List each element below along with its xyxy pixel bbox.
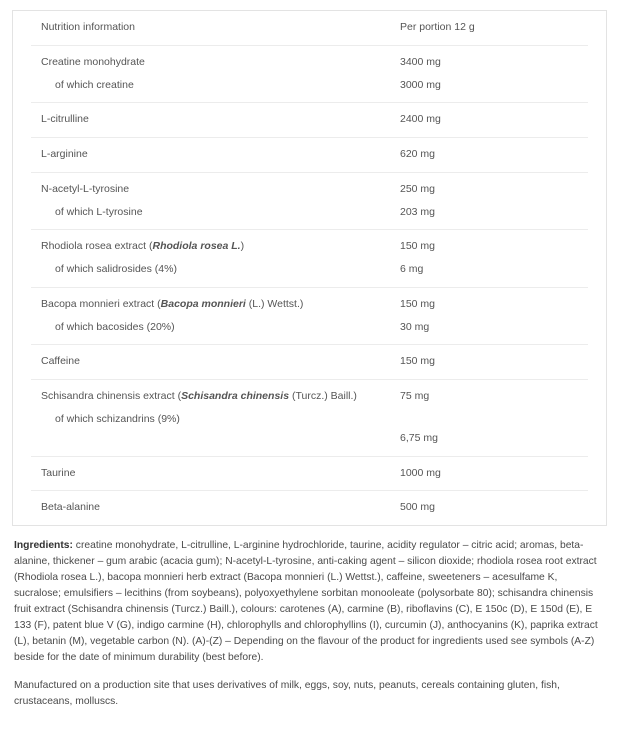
row-value-text: 150 mg — [400, 240, 436, 253]
ingredients-text: creatine monohydrate, L-citrulline, L-arginine hydrochloride, taurine, acidity regulator – citric acid; aromas, beta-alanine, thickener – gum arabic (acacia gum); N-acetyl-L-tyrosine, anti-caking agent – silicon dioxide; rhodiola rosea root extract (Rhodiola rosea L.), bacopa monnieri herb extract (Bacopa monnieri (L.) Wettst.), caffeine, sweeteners – acesulfame K, sucralose; emulsifiers – lecithins (from soybeans), polyoxyethylene sorbitan monooleate (polysorbate 80); schisandra chinensis fruit extract (Schisandra chinensis (Turcz.) Baill.), colours: carotenes (A), carmine (B), riboflavins (C), E 150c (D), E 150d (E), E 133 (F), patent blue V (G), indigo carmine (H), chlorophylls and chlorophyllins (I), curcumin (J), anthocyanins (K), paprika extract (L), betanin (M), vegetable carbon (N). (A)-(Z) – Depending on the flavour of the product for ingredients used see symbols (A-Z) beside for the date of minimum durability (best before). — [14, 540, 598, 663]
row-name: Taurine — [41, 466, 76, 479]
notes-section — [12, 538, 607, 710]
nutrition-panel — [12, 10, 607, 526]
row-subvalue-text: 203 mg — [400, 205, 436, 218]
row-name-text: N-acetyl-L-tyrosine — [41, 182, 130, 195]
row-subname-text: of which creatine — [55, 78, 134, 91]
table-row — [31, 230, 588, 288]
row-name: L-citrulline — [41, 113, 89, 126]
row-value — [388, 172, 588, 230]
table-row — [31, 172, 588, 230]
ingredients-label: Ingredients: — [14, 540, 73, 551]
table-row — [31, 456, 588, 491]
row-name — [31, 45, 388, 103]
header-portion: Per portion 12 g — [400, 21, 475, 33]
row-subvalue-text: 6 mg — [400, 263, 424, 275]
row-name-prefix: Bacopa monnieri extract ( — [41, 297, 161, 310]
row-value: 1000 mg — [400, 466, 441, 479]
table-row — [31, 138, 588, 173]
table-row — [31, 345, 588, 380]
allergen-paragraph: Manufactured on a production site that uses derivatives of milk, eggs, soy, nuts, peanuts, cereals containing gluten, fish, crustaceans, molluscs. — [14, 679, 560, 707]
row-name — [31, 380, 388, 457]
row-value-text: 150 mg — [400, 297, 436, 310]
row-subvalue-text: 6,75 mg — [400, 431, 438, 444]
table-header-row — [31, 11, 588, 45]
row-value-text: 250 mg — [400, 182, 436, 195]
row-value — [388, 230, 588, 288]
row-name: Beta-alanine — [41, 501, 100, 514]
row-name — [31, 230, 388, 288]
row-subname-text: of which salidrosides (4%) — [55, 263, 177, 275]
row-name-suffix: ) — [240, 240, 245, 253]
row-name-latin: Schisandra chinensis — [181, 390, 290, 402]
row-subvalue-text: 30 mg — [400, 320, 430, 333]
row-value: 620 mg — [400, 148, 436, 160]
header-label: Nutrition information — [41, 21, 135, 33]
nutrition-table — [31, 11, 588, 525]
row-value: 500 mg — [400, 501, 436, 514]
table-row — [31, 287, 588, 345]
row-value-text: 75 mg — [400, 390, 430, 402]
row-value — [388, 45, 588, 103]
row-name-suffix: (L.) Wettst.) — [245, 297, 304, 310]
row-subvalue-text: 3000 mg — [400, 78, 441, 91]
table-row — [31, 380, 588, 457]
row-value — [388, 380, 588, 457]
row-name-text: Creatine monohydrate — [41, 55, 145, 68]
row-name-prefix: Rhodiola rosea extract ( — [41, 240, 153, 253]
ingredients-paragraph — [14, 538, 605, 666]
table-row — [31, 491, 588, 525]
row-name-suffix: (Turcz.) Baill.) — [289, 390, 357, 402]
row-name-latin: Rhodiola rosea L. — [152, 240, 241, 253]
row-name-prefix: Schisandra chinensis extract ( — [41, 390, 182, 402]
row-subname-text: of which L-tyrosine — [55, 205, 143, 218]
row-name — [31, 287, 388, 345]
row-value: 150 mg — [400, 355, 436, 368]
row-subname-text: of which bacosides (20%) — [55, 320, 175, 333]
row-name-latin: Bacopa monnieri — [160, 297, 246, 310]
row-name: Caffeine — [41, 355, 80, 368]
row-value — [388, 287, 588, 345]
table-row — [31, 45, 588, 103]
row-name — [31, 172, 388, 230]
row-value-text: 3400 mg — [400, 55, 441, 68]
row-subname-text: of which schizandrins (9%) — [55, 412, 180, 425]
row-name: L-arginine — [41, 148, 88, 160]
row-value: 2400 mg — [400, 113, 441, 126]
table-row — [31, 103, 588, 138]
